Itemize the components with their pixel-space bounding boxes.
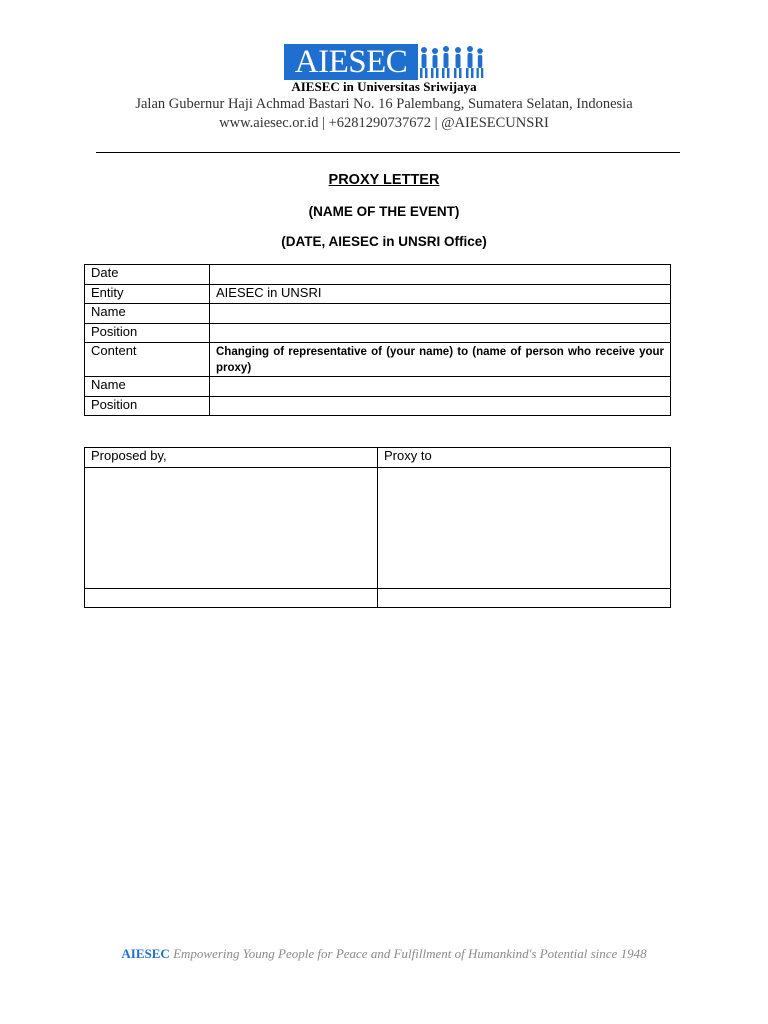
organization-name: AIESEC in Universitas Sriwijaya bbox=[291, 79, 477, 94]
info-table bbox=[84, 264, 671, 416]
row-label: Date bbox=[85, 265, 210, 285]
row-value bbox=[210, 323, 671, 343]
proxy-name-cell bbox=[378, 589, 671, 608]
signature-header-row bbox=[85, 448, 671, 468]
document-title: PROXY LETTER bbox=[328, 172, 440, 188]
signature-name-row bbox=[85, 589, 671, 608]
page-footer bbox=[0, 946, 768, 962]
row-value bbox=[210, 377, 671, 397]
proxy-to-label: Proxy to bbox=[378, 448, 671, 468]
row-value bbox=[210, 304, 671, 324]
organization-address: Jalan Gubernur Haji Achmad Bastari No. 16 Palembang, Sumatera Selatan, Indonesia bbox=[135, 96, 633, 112]
table-row bbox=[85, 343, 671, 377]
proposer-signature-cell bbox=[85, 468, 378, 589]
header-divider bbox=[96, 152, 680, 153]
row-label: Name bbox=[85, 377, 210, 397]
table-row bbox=[85, 396, 671, 416]
logo-wordmark: AIESEC bbox=[284, 44, 418, 80]
table-row bbox=[85, 304, 671, 324]
row-label: Name bbox=[85, 304, 210, 324]
aiesec-logo bbox=[284, 44, 484, 80]
row-value bbox=[210, 396, 671, 416]
row-label: Entity bbox=[85, 284, 210, 304]
row-value bbox=[210, 265, 671, 285]
row-label: Content bbox=[85, 343, 210, 377]
signature-table bbox=[84, 447, 671, 608]
signature-space-row bbox=[85, 468, 671, 589]
date-location-line: (DATE, AIESEC in UNSRI Office) bbox=[281, 234, 487, 249]
table-row bbox=[85, 377, 671, 397]
footer-tagline: Empowering Young People for Peace and Fulfillment of Humankind's Potential since 1948 bbox=[173, 946, 647, 961]
row-label: Position bbox=[85, 396, 210, 416]
table-row bbox=[85, 265, 671, 285]
content-text: Changing of representative of (your name) to (name of person who receive your proxy) bbox=[216, 346, 664, 374]
row-value: AIESEC in UNSRI bbox=[210, 284, 671, 304]
people-figures-icon bbox=[418, 44, 484, 80]
event-name: (NAME OF THE EVENT) bbox=[308, 204, 460, 219]
table-row bbox=[85, 323, 671, 343]
table-row bbox=[85, 284, 671, 304]
footer-brand: AIESEC bbox=[121, 946, 170, 961]
row-value bbox=[210, 343, 671, 377]
proxy-signature-cell bbox=[378, 468, 671, 589]
proposer-name-cell bbox=[85, 589, 378, 608]
row-label: Position bbox=[85, 323, 210, 343]
organization-contact: www.aiesec.or.id | +6281290737672 | @AIESECUNSRI bbox=[219, 115, 549, 131]
proposed-by-label: Proposed by, bbox=[85, 448, 378, 468]
